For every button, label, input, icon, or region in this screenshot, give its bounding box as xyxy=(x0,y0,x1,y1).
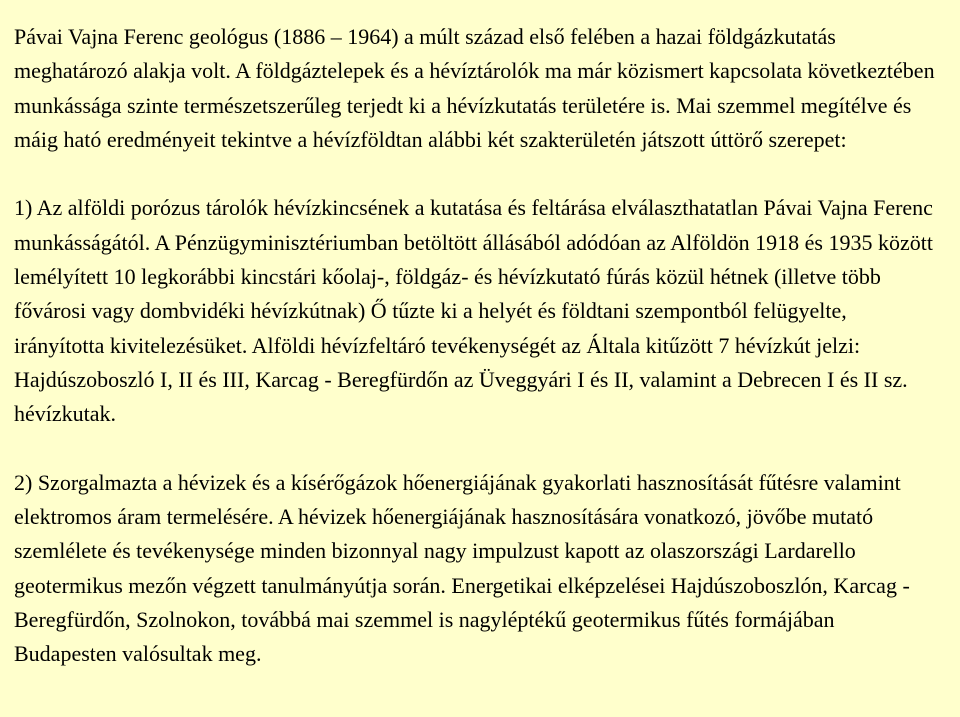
paragraph-spacer xyxy=(14,157,938,191)
point-2-paragraph: 2) Szorgalmazta a hévizek és a kísérőgázok hőenergiájának gyakorlati hasznosítását fűtésre valamint elektromos áram termelésére. A hévizek hőenergiájának hasznosítására vonatkozó, jövőbe mutató szemlélete és tevékenysége minden bizonnyal nagy impulzust kapott az olaszországi Lardarello geotermikus mezőn végzett tanulmányútja során. Energetikai elképzelései Hajdúszoboszlón, Karcag - Beregfürdőn, Szolnokon, továbbá mai szemmel is nagyléptékű geotermikus fűtés formájában Budapesten valósultak meg. xyxy=(14,469,910,667)
point-1-paragraph: 1) Az alföldi porózus tárolók hévízkincsének a kutatása és feltárása elválaszthatatlan Pávai Vajna Ferenc munkásságától. A Pénzügyminisztériumban betöltött állásából adódóan az Alföldön 1918 és 1935 között lemélyített 10 legkorábbi kincstári kőolaj-, földgáz- és hévízkutató fúrás közül hétnek (illetve több fővárosi vagy dombvidéki hévízkútnak) Ő tűzte ki a helyét és földtani szempontból felügyelte, irányította kivitelezésüket. Alföldi hévízfeltáró tevékenységét az Általa kitűzött 7 hévízkút jelzi: Hajdúszoboszló I, II és III, Karcag - Beregfürdőn az Üveggyári I és II, valamint a Debrecen I és II sz. hévízkutak. xyxy=(14,195,933,427)
paragraph-spacer xyxy=(14,432,938,466)
intro-paragraph: Pávai Vajna Ferenc geológus (1886 – 1964) a múlt század első felében a hazai földgázkutatás meghatározó alakja volt. A földgáztelepek és a hévíztárolók ma már közismert kapcsolata következtében munkássága szinte természetszerűleg terjedt ki a hévízkutatás területére is. Mai szemmel megítélve és máig ható eredményeit tekintve a hévízföldtan alábbi két szakterületén játszott úttörő szerepet: xyxy=(14,24,935,152)
